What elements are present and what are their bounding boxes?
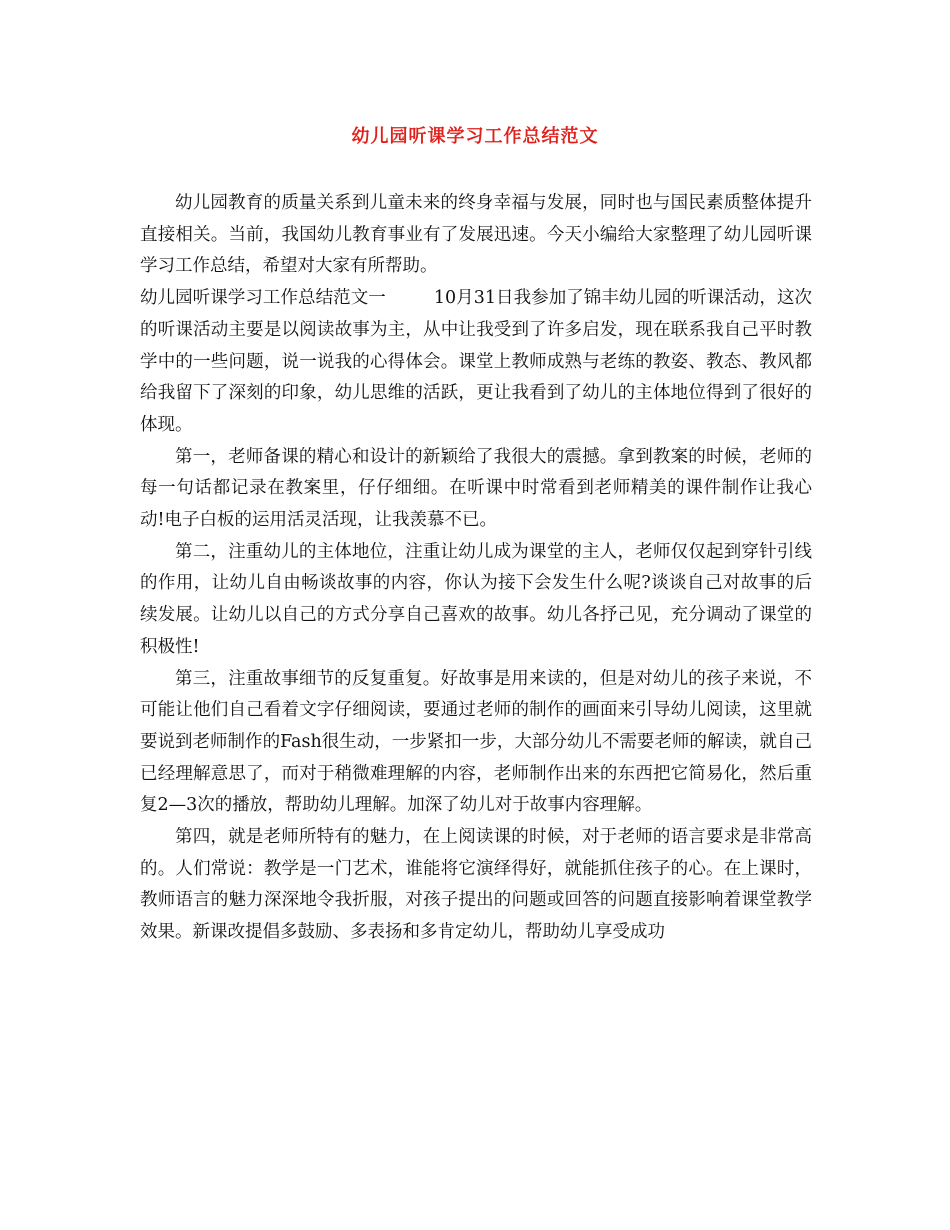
section-paragraph [140,283,812,442]
paragraph-first: 第一，老师备课的精心和设计的新颖给了我很大的震撼。拿到教案的时候，老师的每一句话都记录在教案里，仔仔细细。在听课中时常看到老师精美的课件制作让我心动!电子白板的运用活灵活现，让我羡慕不已。 [140,446,812,531]
paragraph-third: 第三，注重故事细节的反复重复。好故事是用来读的，但是对幼儿的孩子来说，不可能让他们自己看着文字仔细阅读，要通过老师的制作的画面来引导幼儿阅读，这里就要说到老师制作的Fash很生动，一步紧扣一步，大部分幼儿不需要老师的解读，就自己已经理解意思了，而对于稍微难理解的内容，老师制作出来的东西把它简易化，然后重复2—3次的播放，帮助幼儿理解。加深了幼儿对于故事内容理解。 [140,668,812,816]
paragraph-second: 第二，注重幼儿的主体地位，注重让幼儿成为课堂的主人，老师仅仅起到穿针引线的作用，让幼儿自由畅谈故事的内容，你认为接下会发生什么呢?谈谈自己对故事的后续发展。让幼儿以自己的方式分享自己喜欢的故事。幼儿各抒己见，充分调动了课堂的积极性! [140,541,812,657]
document-title: 幼儿园听课学习工作总结范文 [351,126,599,147]
paragraph-fourth: 第四，就是老师所特有的魅力，在上阅读课的时候，对于老师的语言要求是非常高的。人们常说：教学是一门艺术，谁能将它演绎得好，就能抓住孩子的心。在上课时，教师语言的魅力深深地令我折服，对孩子提出的问题或回答的问题直接影响着课堂教学效果。新课改提倡多鼓励、多表扬和多肯定幼儿，帮助幼儿享受成功 [140,827,812,943]
section-heading: 幼儿园听课学习工作总结范文一 [140,288,386,309]
section-first-text: 10月31日我参加了锦丰幼儿园的听课活动，这次的听课活动主要是以阅读故事为主，从中让我受到了许多启发，现在联系我自己平时教学中的一些问题，说一说我的心得体会。课堂上教师成熟与老练的教姿、教态、教风都给我留下了深刻的印象，幼儿思维的活跃，更让我看到了幼儿的主体地位得到了很好的体现。 [140,288,812,435]
document-body [140,188,812,949]
intro-paragraph: 幼儿园教育的质量关系到儿童未来的终身幸福与发展，同时也与国民素质整体提升直接相关。当前，我国幼儿教育事业有了发展迅速。今天小编给大家整理了幼儿园听课学习工作总结，希望对大家有所帮助。 [140,193,812,277]
